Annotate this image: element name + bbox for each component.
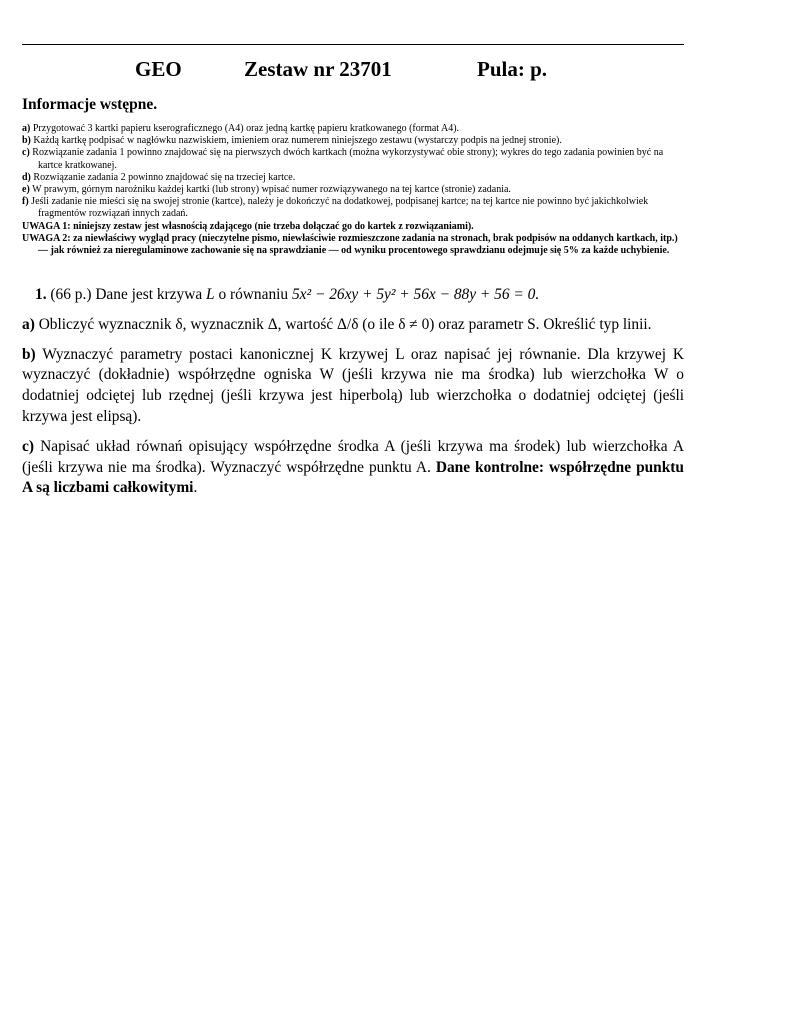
task-lead: Dane jest krzywa (95, 286, 203, 303)
part-c (22, 437, 684, 499)
warning-2: UWAGA 2: za niewłaściwy wygląd pracy (nieczytelne pismo, niewłaściwie rozmieszczone zadania na stronach, brak podpisów na oddanych kartkach, itp.) — jak również za nieregulaminowe zachowanie się na sprawdzianie — od wyniku procentowego sprawdzianu odejmuje się 5% za każde uchybienie. (22, 232, 678, 257)
task-number: 1. (35, 286, 47, 303)
pool-label: Pula: p. (477, 57, 548, 81)
curve-equation: 5x² − 26xy + 5y² + 56x − 88y + 56 = 0. (291, 286, 540, 303)
top-rule (22, 44, 684, 45)
part-c-text: Napisać układ równań opisujący współrzędne środka A (jeśli krzywa ma środek) lub wierzchołka A (jeśli krzywa nie ma środka). Wyznaczyć współrzędne punktu A. (22, 437, 684, 476)
part-a-label: a) (22, 315, 35, 333)
subject-code: GEO (135, 57, 182, 81)
part-c-label: c) (22, 437, 34, 455)
part-a (22, 315, 684, 336)
part-a-text: Obliczyć wyznacznik δ, wyznacznik Δ, wartość Δ/δ (o ile δ ≠ 0) oraz parametr S. Określić typ linii. (38, 315, 652, 333)
intro-title: Informacje wstępne. (22, 96, 158, 113)
intro-item-a: a) Przygotować 3 kartki papieru kserograficznego (A4) oraz jedną kartkę papieru kratkowanego (format A4). (22, 123, 460, 134)
intro-item-e: e) W prawym, górnym narożniku każdej kartki (lub strony) wpisać numer rozwiązywanego na tej kartce (stronie) zadania. (22, 184, 511, 196)
task-points: (66 p.) (50, 286, 92, 303)
tasks (22, 285, 684, 508)
part-c-end: . (193, 479, 198, 497)
task-1-statement (22, 285, 684, 306)
intro-item-d: d) Rozwiązanie zadania 2 powinno znajdować się na trzeciej kartce. (22, 171, 296, 183)
intro-item-c: c) Rozwiązanie zadania 1 powinno znajdować się na pierwszych dwóch kartkach (można wykorzystywać obie strony); wykres do tego zadania powinien być na kartce kratkowanej. (22, 147, 664, 171)
part-b-label: b) (22, 345, 36, 363)
warning-1: UWAGA 1: niniejszy zestaw jest własnością zdającego (nie trzeba dołączać go do kartek z rozwiązaniami). (22, 220, 474, 232)
intro-item-f: f) Jeśli zadanie nie mieści się na swojej stronie (kartce), należy je dokończyć na dodatkowej, podpisanej kartce; na tej kartce nie powinno być jakichkolwiek fragmentów rozwiązań innych zadań. (22, 196, 649, 220)
part-b (22, 345, 684, 428)
control-data: Dane kontrolne: współrzędne punktu A są liczbami całkowitymi (22, 458, 684, 497)
intro-list (22, 123, 684, 257)
set-number: Zestaw nr 23701 (244, 57, 392, 81)
equation-lead: o równaniu (218, 286, 289, 303)
curve-symbol: L (206, 286, 215, 303)
part-b-text: Wyznaczyć parametry postaci kanonicznej K krzywej L oraz napisać jej równanie. Dla krzywej K wyznaczyć (dokładnie) współrzędne ogniska W (jeśli krzywa nie ma środka) lub wierzchołka W o dodatniej odciętej lub rzędnej (jeśli krzywa jest hiperbolą) lub wierzchołka o dodatniej odciętej (jeśli krzywa jest elipsą). (22, 345, 684, 425)
intro-item-b: b) Każdą kartkę podpisać w nagłówku nazwiskiem, imieniem oraz numerem niniejszego zestawu (wystarczy podpis na jednej stronie). (22, 135, 562, 147)
exam-header (22, 57, 684, 87)
